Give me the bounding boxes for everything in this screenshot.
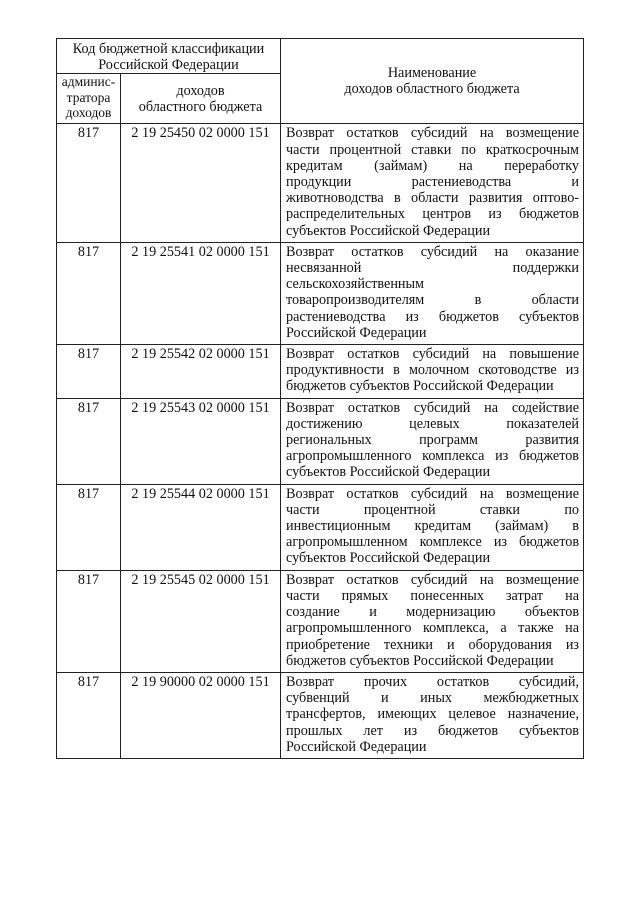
- income-name-line: Возврат прочих остатков субсидий,: [286, 673, 580, 690]
- income-name-line: Российской Федерации: [286, 738, 427, 755]
- income-name-line: растениеводства из бюджетов субъектов: [286, 308, 580, 325]
- income-name-line: части прямых понесенных затрат на: [286, 587, 580, 604]
- admin-column-header: [57, 74, 121, 124]
- income-name-line: приобретение техники и оборудования из: [286, 636, 580, 653]
- header-text: доходов: [65, 105, 112, 121]
- income-name-line: Российской Федерации: [286, 324, 427, 341]
- income-name-cell: [281, 672, 584, 758]
- income-name-line: прошлых лет из бюджетов субъектов: [286, 722, 580, 739]
- income-name-line: Возврат остатков субсидий на возмещение: [286, 571, 580, 588]
- income-name-line: распределительных центров из бюджетов: [286, 206, 580, 223]
- income-name-line: субъектов Российской Федерации: [286, 550, 491, 567]
- header-text: областного бюджета: [138, 98, 263, 115]
- admin-code-cell: 817: [57, 124, 121, 242]
- income-name-cell: [281, 242, 584, 344]
- table-row: [57, 398, 584, 484]
- header-text: Код бюджетной классификации: [72, 41, 265, 57]
- table-row: [57, 242, 584, 344]
- header-text: доходов областного бюджета: [344, 81, 520, 98]
- income-name-line: субъектов Российской Федерации: [286, 464, 491, 481]
- header-text: доходов: [176, 82, 225, 99]
- table-row: [57, 570, 584, 672]
- income-name-line: Возврат остатков субсидий на оказание: [286, 243, 580, 260]
- income-name-line: субъектов Российской Федерации: [286, 222, 491, 239]
- income-name-cell: [281, 398, 584, 484]
- income-name-line: Возврат остатков субсидий на содействие: [286, 399, 580, 416]
- admin-code-cell: 817: [57, 398, 121, 484]
- income-name-line: агропромышленного комплекса, а также на: [286, 620, 580, 637]
- income-name-line: животноводства в области развития оптово-: [286, 190, 580, 207]
- income-code-cell: 2 19 25544 02 0000 151: [121, 484, 281, 570]
- table-body: [57, 124, 584, 759]
- income-name-line: Возврат остатков субсидий на возмещение: [286, 485, 580, 502]
- income-name-line: инвестиционным кредитам (займам) в: [286, 518, 580, 535]
- header-text: Наименование: [387, 65, 477, 81]
- admin-code-cell: 817: [57, 672, 121, 758]
- income-code-cell: 2 19 25545 02 0000 151: [121, 570, 281, 672]
- admin-code-cell: 817: [57, 242, 121, 344]
- name-column-header: [281, 39, 584, 124]
- table-row: [57, 484, 584, 570]
- income-name-line: кредитам (займам) на переработку: [286, 157, 580, 174]
- income-name-line: несвязанной поддержки: [286, 260, 580, 277]
- income-name-line: агропромышленного комплекса из бюджетов: [286, 448, 580, 465]
- income-column-header: [121, 74, 281, 124]
- income-name-cell: [281, 124, 584, 242]
- header-text: тратора: [66, 89, 111, 105]
- income-name-line: продукции растениеводства и: [286, 174, 580, 191]
- income-name-line: создание и модернизацию объектов: [286, 604, 580, 621]
- income-code-cell: 2 19 25450 02 0000 151: [121, 124, 281, 242]
- income-name-line: товаропроизводителям в области: [286, 292, 580, 309]
- table-header-row: [57, 39, 584, 74]
- income-name-line: бюджетов субъектов Российской Федерации: [286, 652, 554, 669]
- income-code-cell: 2 19 25543 02 0000 151: [121, 398, 281, 484]
- income-name-cell: [281, 484, 584, 570]
- income-name-line: субвенций и иных межбюджетных: [286, 690, 580, 707]
- income-code-cell: 2 19 90000 02 0000 151: [121, 672, 281, 758]
- header-text: админис-: [61, 74, 116, 90]
- admin-code-cell: 817: [57, 345, 121, 399]
- income-code-cell: 2 19 25542 02 0000 151: [121, 345, 281, 399]
- table-row: [57, 672, 584, 758]
- income-name-line: бюджетов субъектов Российской Федерации: [286, 378, 554, 395]
- income-name-line: части процентной ставки по: [286, 501, 580, 518]
- income-name-line: региональных программ развития: [286, 432, 580, 449]
- income-name-cell: [281, 570, 584, 672]
- budget-classification-table: [56, 38, 584, 759]
- table-row: [57, 345, 584, 399]
- classification-group-header: [57, 39, 281, 74]
- income-name-line: продуктивности в молочном скотоводстве из: [286, 362, 580, 379]
- header-text: Российской Федерации: [98, 57, 239, 74]
- income-name-line: агропромышленном комплексе из бюджетов: [286, 534, 580, 551]
- income-name-line: трансфертов, имеющих целевое назначение,: [286, 706, 580, 723]
- admin-code-cell: 817: [57, 570, 121, 672]
- income-name-cell: [281, 345, 584, 399]
- table-row: [57, 124, 584, 242]
- income-code-cell: 2 19 25541 02 0000 151: [121, 242, 281, 344]
- income-name-line: Возврат остатков субсидий на повышение: [286, 346, 580, 363]
- income-name-line: достижению целевых показателей: [286, 415, 580, 432]
- income-name-line: части процентной ставки по краткосрочным: [286, 141, 580, 158]
- admin-code-cell: 817: [57, 484, 121, 570]
- income-name-line: Возврат остатков субсидий на возмещение: [286, 125, 580, 142]
- income-name-line: сельскохозяйственным: [286, 276, 425, 293]
